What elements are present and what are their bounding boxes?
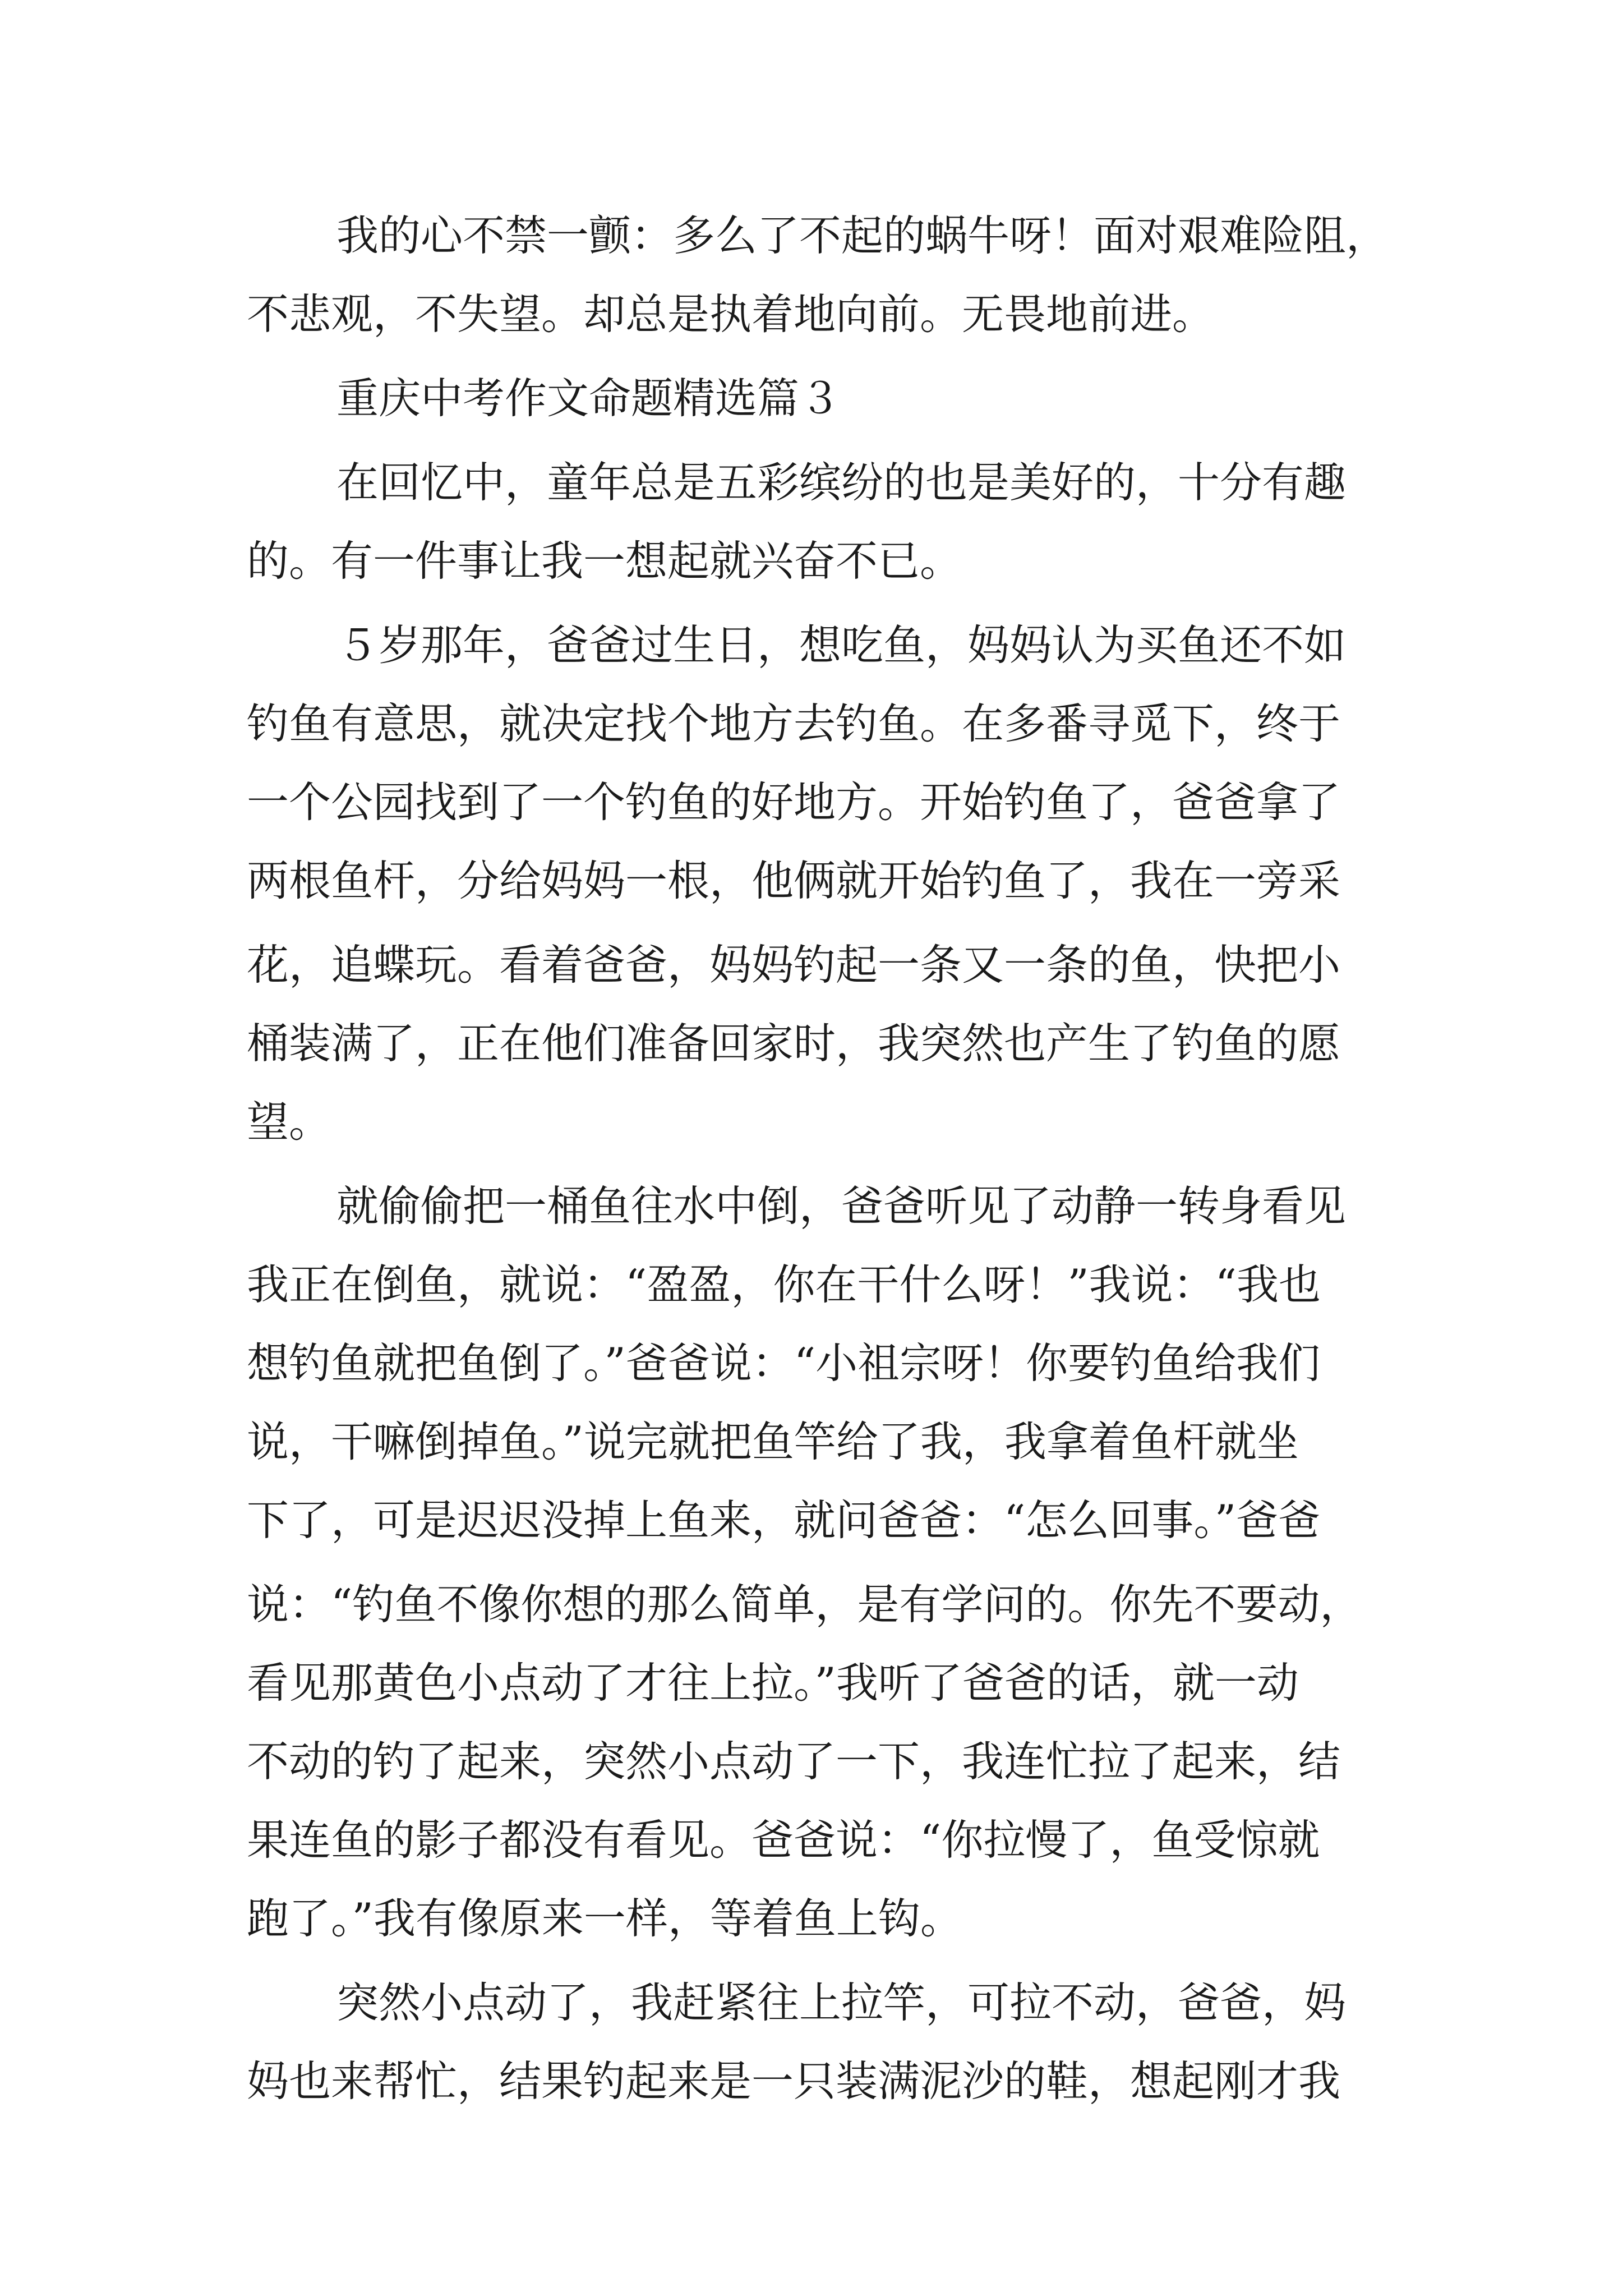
text-line: 花，追蝶玩。看着爸爸，妈妈钓起一条又一条的鱼，快把小	[247, 940, 1341, 990]
text-line: 看见那黄色小点动了才往上拉。”我听了爸爸的话，就一动	[247, 1658, 1299, 1708]
text-line: 想钓鱼就把鱼倒了。”爸爸说：“小祖宗呀！你要钓鱼给我们	[247, 1338, 1321, 1388]
text-line: 说：“钓鱼不像你想的那么简单，是有学问的。你先不要动，	[247, 1580, 1362, 1629]
text-line: 不悲观，不失望。却总是执着地向前。无畏地前进。	[247, 289, 1215, 339]
text-line: 望。	[247, 1097, 331, 1147]
text-line: 钓鱼有意思，就决定找个地方去钓鱼。在多番寻觅下，终于	[247, 699, 1341, 748]
text-line: 我正在倒鱼，就说：“盈盈，你在干什么呀！”我说：“我也	[247, 1260, 1321, 1309]
text-line: 就偷偷把一桶鱼往水中倒，爸爸听见了动静一转身看见	[336, 1181, 1347, 1231]
text-line: 不动的钓了起来，突然小点动了一下，我连忙拉了起来，结	[247, 1737, 1341, 1786]
text-line: 说，干嘛倒掉鱼。”说完就把鱼竿给了我，我拿着鱼杆就坐	[247, 1417, 1299, 1466]
text-line: 在回忆中，童年总是五彩缤纷的也是美好的，十分有趣	[336, 458, 1347, 507]
text-line: 跑了。”我有像原来一样，等着鱼上钩。	[247, 1894, 962, 1943]
text-line: 果连鱼的影子都没有看见。爸爸说：“你拉慢了，鱼受惊就	[247, 1815, 1320, 1865]
text-line: 两根鱼杆，分给妈妈一根，他俩就开始钓鱼了，我在一旁采	[247, 856, 1341, 905]
text-line: 下了，可是迟迟没掉上鱼来，就问爸爸：“怎么回事。”爸爸	[247, 1496, 1321, 1545]
text-line: 妈也来帮忙，结果钓起来是一只装满泥沙的鞋，想起刚才我	[247, 2056, 1341, 2106]
text-line: 突然小点动了，我赶紧往上拉竿，可拉不动，爸爸，妈	[336, 1978, 1347, 2027]
text-line: 我的心不禁一颤：多么了不起的蜗牛呀！面对艰难险阻，	[336, 211, 1389, 260]
text-line: 桶装满了，正在他们准备回家时，我突然也产生了钓鱼的愿	[247, 1019, 1341, 1068]
text-line: 的。有一件事让我一想起就兴奋不已。	[247, 536, 962, 586]
section-heading: 重庆中考作文命题精选篇３	[336, 374, 842, 423]
text-line: ５岁那年，爸爸过生日，想吃鱼，妈妈认为买鱼还不如	[336, 620, 1347, 670]
text-line: 一个公园找到了一个钓鱼的好地方。开始钓鱼了，爸爸拿了	[247, 777, 1341, 827]
